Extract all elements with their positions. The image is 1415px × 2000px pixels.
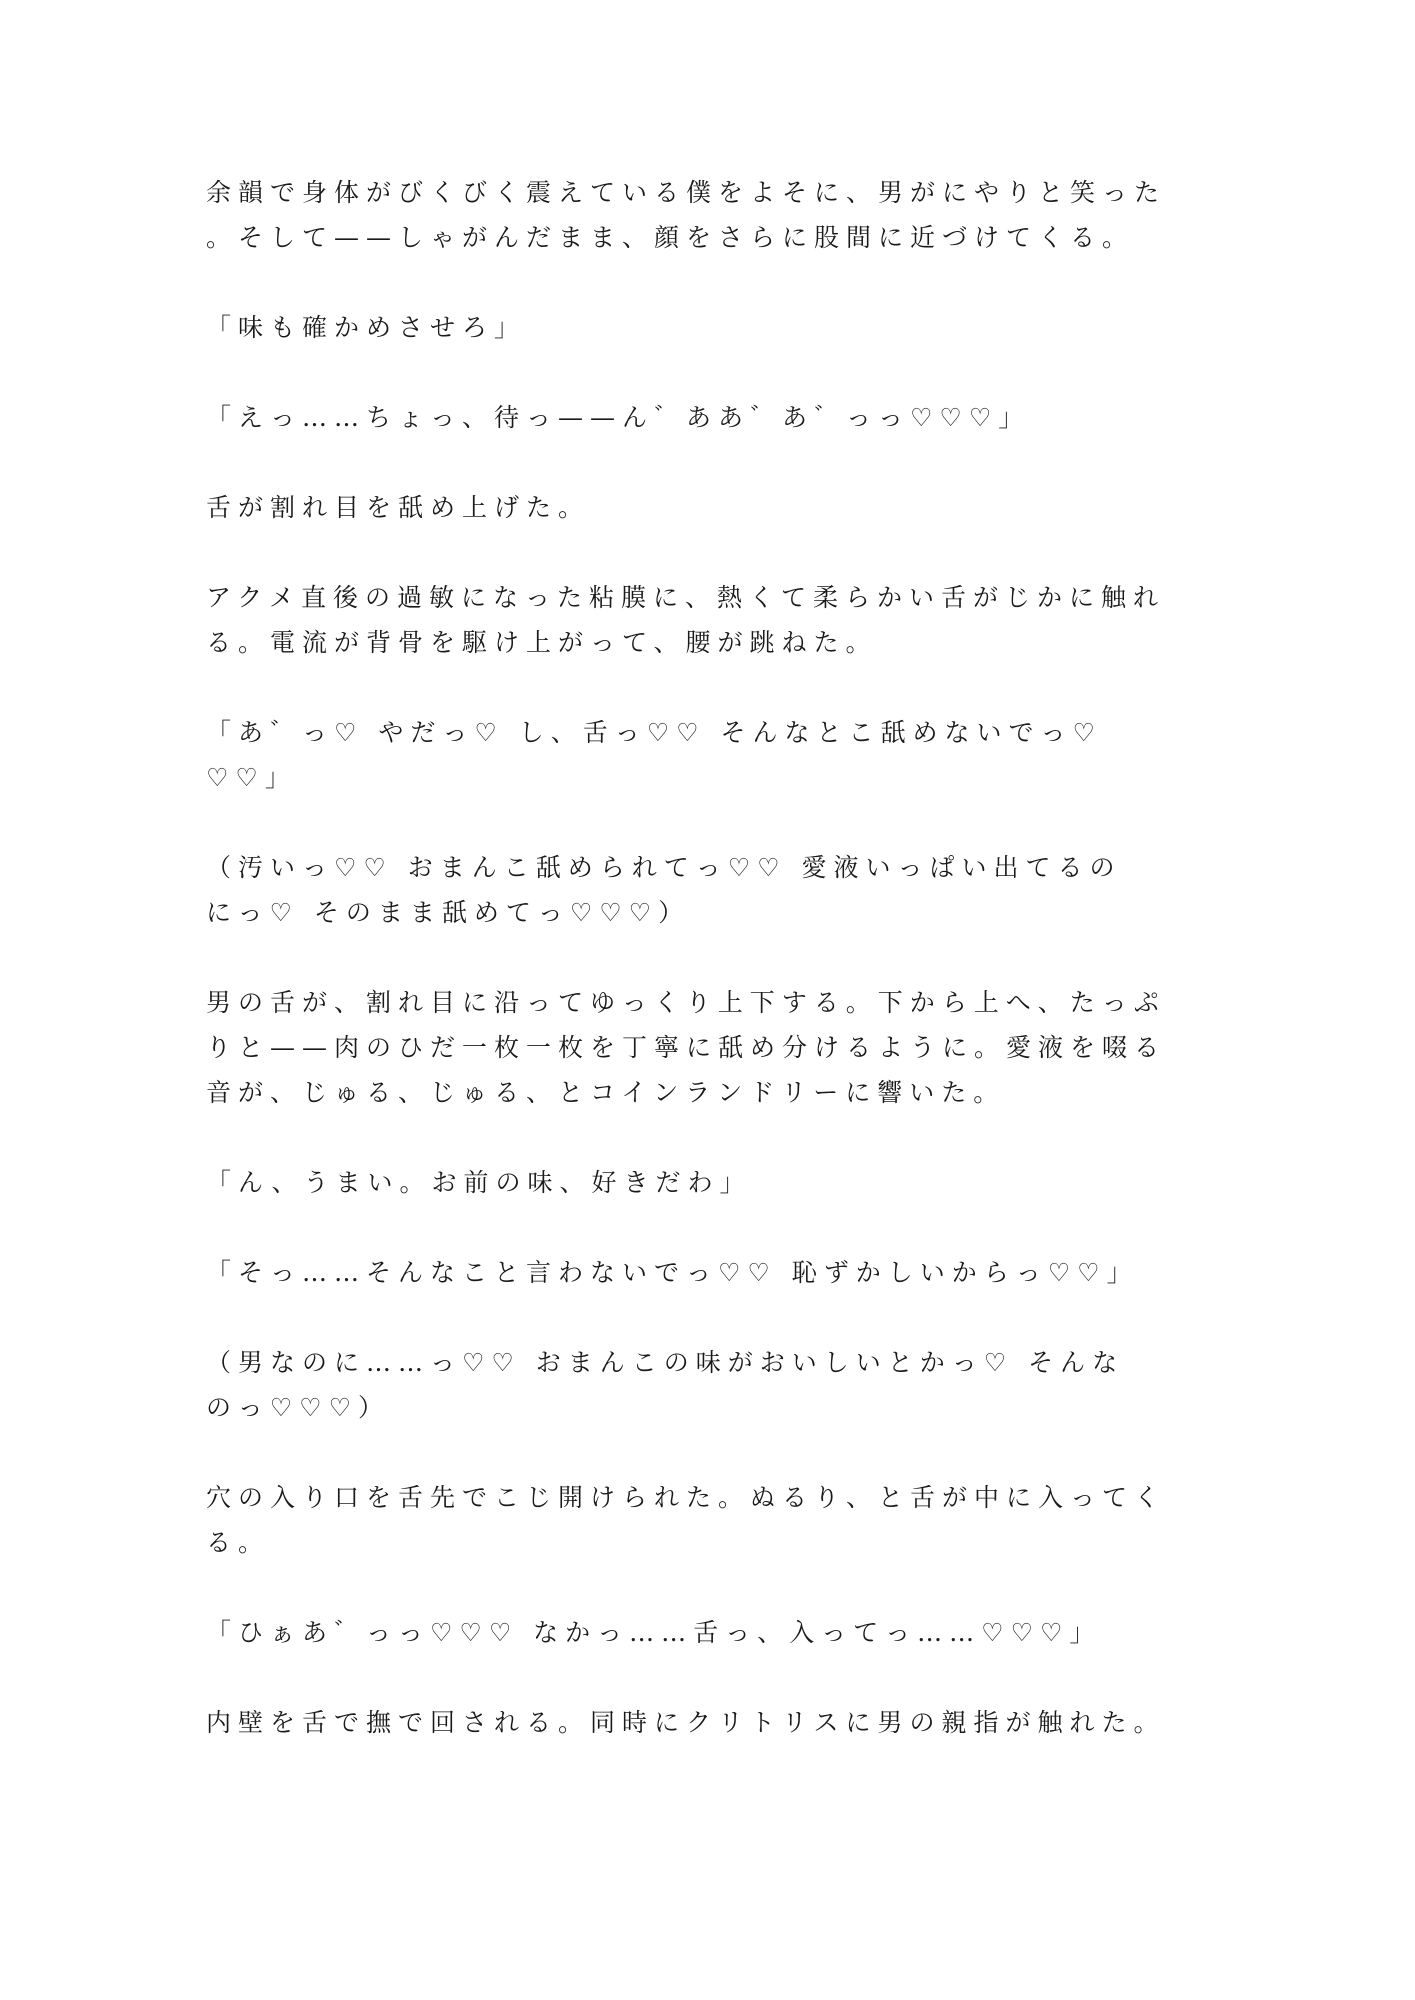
text-line: アクメ直後の過敏になった粘膜に、熱くて柔らかい舌がじかに触れ (206, 583, 1166, 612)
text-line: 舌が割れ目を舐め上げた。 (206, 493, 591, 522)
paragraph (206, 395, 1206, 440)
paragraph (206, 1340, 1206, 1430)
paragraph-gap (206, 530, 1206, 575)
paragraph-gap (206, 1565, 1206, 1610)
text-line: 穴の入り口を舌先でこじ開けられた。ぬるり、と舌が中に入ってく (206, 1483, 1167, 1512)
paragraph (206, 1250, 1206, 1295)
paragraph-gap (206, 1655, 1206, 1700)
paragraph (206, 845, 1206, 935)
text-line: （汚いっ♡♡ おまんこ舐められてっ♡♡ 愛液いっぱい出てるの (206, 853, 1122, 882)
paragraph-gap (206, 935, 1206, 980)
text-line: 「あ゛っ♡ やだっ♡ し、舌っ♡♡ そんなとこ舐めないでっ♡ (206, 718, 1102, 747)
text-line: 男の舌が、割れ目に沿ってゆっくり上下する。下から上へ、たっぷ (206, 988, 1166, 1017)
paragraph (206, 305, 1206, 350)
paragraph (206, 710, 1206, 800)
paragraph-gap (206, 350, 1206, 395)
paragraph (206, 485, 1206, 530)
text-line: る。電流が背骨を駆け上がって、腰が跳ねた。 (206, 628, 878, 657)
paragraph (206, 1475, 1206, 1565)
text-line: る。 (206, 1528, 271, 1557)
text-line: 「そっ……そんなこと言わないでっ♡♡ 恥ずかしいからっ♡♡」 (206, 1258, 1139, 1287)
text-line: 「ん、うまい。お前の味、好きだわ」 (206, 1168, 752, 1197)
paragraph-gap (206, 800, 1206, 845)
paragraph (206, 575, 1206, 665)
paragraph (206, 1160, 1206, 1205)
paragraph-gap (206, 260, 1206, 305)
paragraph-gap (206, 1205, 1206, 1250)
paragraph (206, 170, 1206, 260)
text-line: りと——肉のひだ一枚一枚を丁寧に舐め分けるように。愛液を啜る (206, 1033, 1167, 1062)
paragraph (206, 1700, 1206, 1745)
text-line: （男なのに……っ♡♡ おまんこの味がおいしいとかっ♡ そんな (206, 1348, 1125, 1377)
paragraph (206, 980, 1206, 1115)
text-line: のっ♡♡♡） (206, 1393, 390, 1422)
paragraph (206, 1610, 1206, 1655)
text-line: 余韻で身体がびくびく震えている僕をよそに、男がにやりと笑った (206, 178, 1167, 207)
text-line: 内壁を舌で撫で回される。同時にクリトリスに男の親指が触れた。 (206, 1708, 1166, 1737)
text-line: 「えっ……ちょっ、待っ——ん゛ああ゛あ゛っっ♡♡♡」 (206, 403, 1031, 432)
paragraph-gap (206, 1430, 1206, 1475)
text-line: にっ♡ そのまま舐めてっ♡♡♡） (206, 898, 691, 927)
text-line: 音が、じゅる、じゅる、とコインランドリーに響いた。 (206, 1078, 1006, 1107)
document-page (206, 170, 1206, 1745)
text-line: 。そして——しゃがんだまま、顔をさらに股間に近づけてくる。 (206, 223, 1135, 252)
paragraph-gap (206, 1115, 1206, 1160)
text-line: ♡♡」 (206, 763, 297, 792)
text-line: 「ひぁあ゛っっ♡♡♡ なかっ……舌っ、入ってっ……♡♡♡」 (206, 1618, 1102, 1647)
paragraph-gap (206, 1295, 1206, 1340)
paragraph-gap (206, 440, 1206, 485)
text-line: 「味も確かめさせろ」 (206, 313, 527, 342)
paragraph-gap (206, 665, 1206, 710)
